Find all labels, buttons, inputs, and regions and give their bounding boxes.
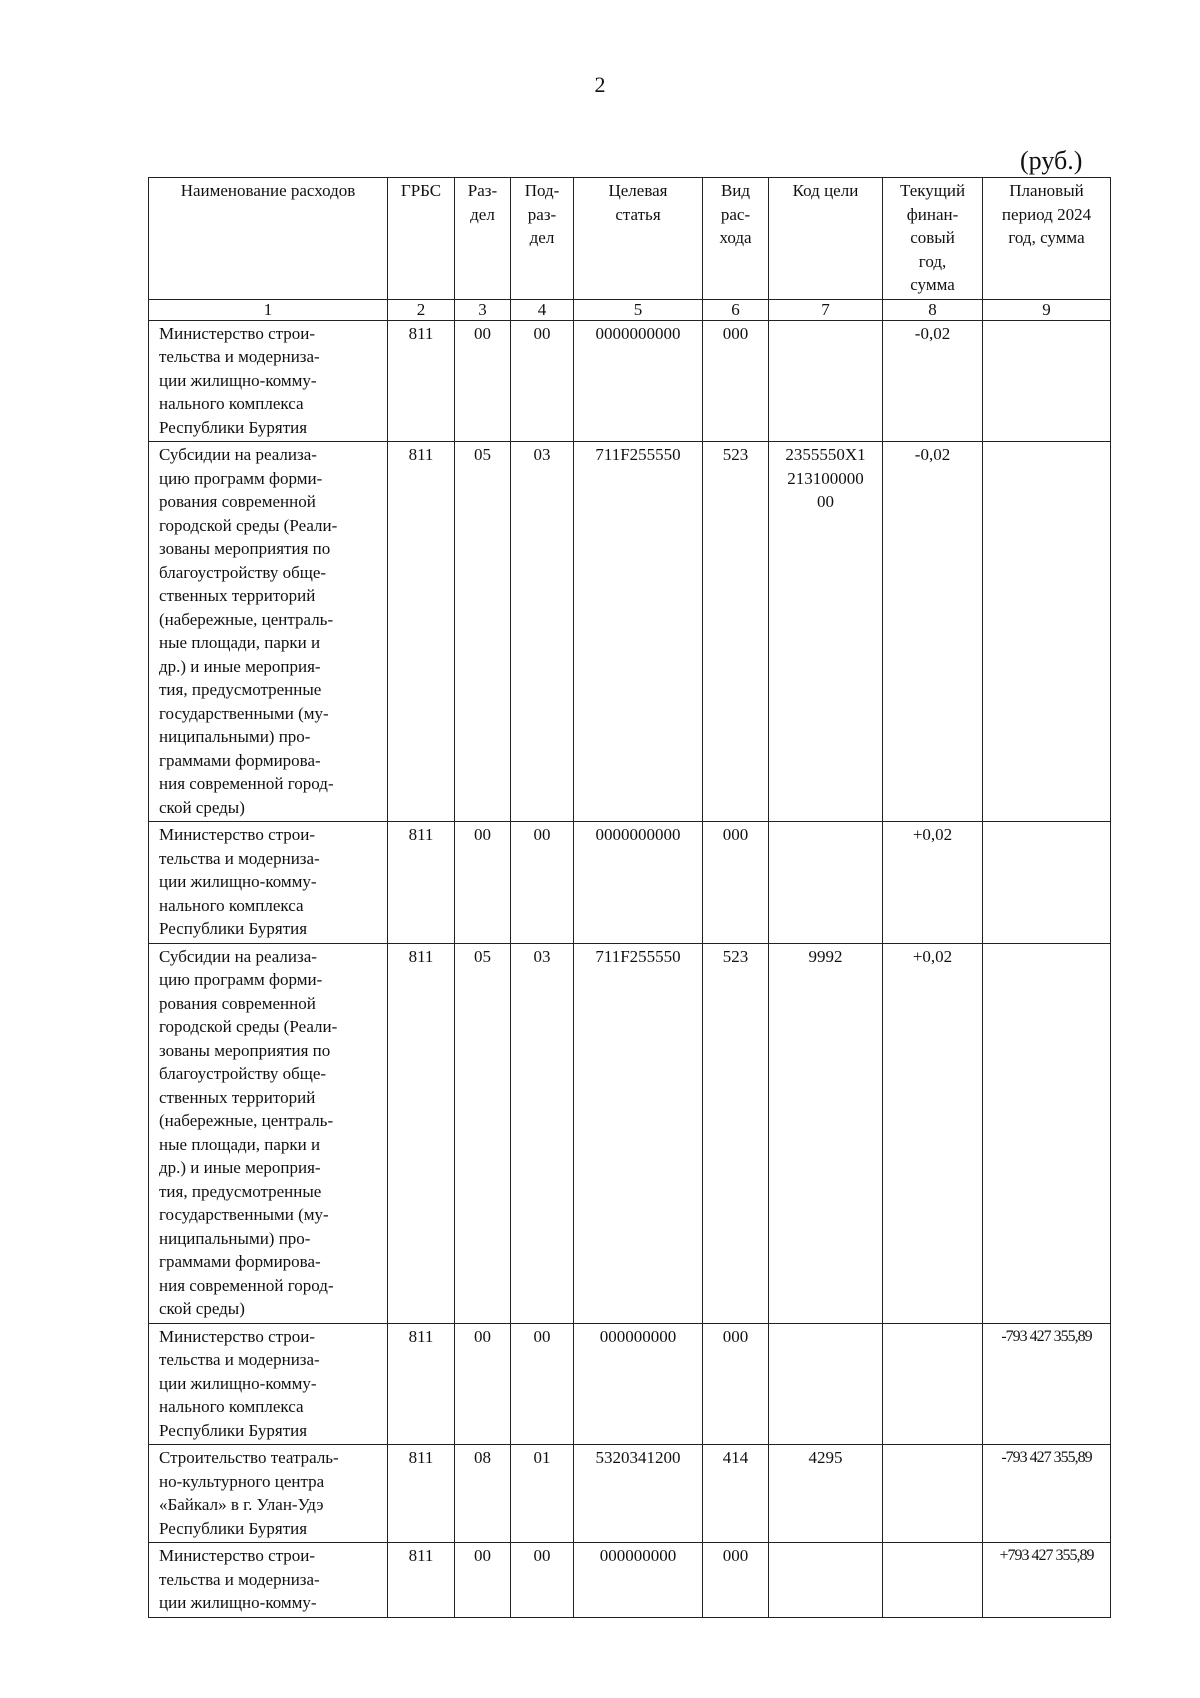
row-current-cell: +0,02	[883, 822, 983, 944]
row-kod-cell: 2355550X1 213100000 00	[769, 442, 883, 822]
row-kod-cell	[769, 320, 883, 442]
row-grbs-cell: 811	[388, 943, 455, 1323]
column-number: 3	[455, 299, 511, 320]
header-cell-target: Целевая статья	[574, 178, 703, 300]
column-number-row	[149, 299, 1111, 320]
row-name-cell: Министерство строи- тельства и модерниза- ции жилищно-комму- нального комплекса Республики Бурятия	[149, 822, 388, 944]
row-kod-cell: 9992	[769, 943, 883, 1323]
row-kod-cell	[769, 1543, 883, 1618]
column-number: 4	[511, 299, 574, 320]
row-grbs-cell: 811	[388, 1543, 455, 1618]
row-name-cell: Строительство театраль- но-культурного центра «Байкал» в г. Улан-Удэ Республики Бурятия	[149, 1445, 388, 1543]
row-name-cell: Министерство строи- тельства и модерниза- ции жилищно-комму-	[149, 1543, 388, 1618]
header-cell-podrazdel: Под- раз- дел	[511, 178, 574, 300]
row-razdel-cell: 00	[455, 320, 511, 442]
header-cell-current: Текущий финан- совый год, сумма	[883, 178, 983, 300]
table-row	[149, 320, 1111, 442]
row-kod-cell: 4295	[769, 1445, 883, 1543]
column-number: 7	[769, 299, 883, 320]
row-vid-cell: 414	[703, 1445, 769, 1543]
row-planned-cell	[983, 943, 1111, 1323]
row-razdel-cell: 00	[455, 1543, 511, 1618]
page-number: 2	[594, 72, 606, 97]
row-vid-cell: 523	[703, 442, 769, 822]
header-cell-razdel: Раз- дел	[455, 178, 511, 300]
header-cell-name: Наименование расходов	[149, 178, 388, 300]
row-vid-cell: 000	[703, 1323, 769, 1445]
header-cell-grbs: ГРБС	[388, 178, 455, 300]
header-row	[149, 178, 1111, 300]
row-grbs-cell: 811	[388, 442, 455, 822]
row-podrazdel-cell: 00	[511, 1543, 574, 1618]
row-grbs-cell: 811	[388, 1323, 455, 1445]
row-razdel-cell: 00	[455, 1323, 511, 1445]
row-current-cell: +0,02	[883, 943, 983, 1323]
row-current-cell	[883, 1543, 983, 1618]
column-number: 1	[149, 299, 388, 320]
row-planned-cell: +793 427 355,89	[983, 1543, 1111, 1618]
table-row	[149, 1323, 1111, 1445]
header-cell-planned: Плановый период 2024 год, сумма	[983, 178, 1111, 300]
row-name-cell: Субсидии на реализа- цию программ форми- рования современной городской среды (Реали- зованы мероприятия по благоустройству обще- ственных территорий (набережные, централь- ные площади, парки и др.) и иные мероприя- тия, предусмотренные государственными (му- ниципальными) про- граммами формирова- ния современной город- ской среды)	[149, 943, 388, 1323]
row-razdel-cell: 08	[455, 1445, 511, 1543]
row-target-cell: 5320341200	[574, 1445, 703, 1543]
table-row	[149, 442, 1111, 822]
row-razdel-cell: 05	[455, 442, 511, 822]
row-vid-cell: 000	[703, 1543, 769, 1618]
units-label: (руб.)	[1020, 146, 1083, 175]
row-razdel-cell: 05	[455, 943, 511, 1323]
row-grbs-cell: 811	[388, 822, 455, 944]
row-podrazdel-cell: 03	[511, 943, 574, 1323]
row-podrazdel-cell: 00	[511, 1323, 574, 1445]
row-name-cell: Министерство строи- тельства и модерниза- ции жилищно-комму- нального комплекса Республики Бурятия	[149, 1323, 388, 1445]
row-name-cell: Субсидии на реализа- цию программ форми- рования современной городской среды (Реали- зованы мероприятия по благоустройству обще- ственных территорий (набережные, централь- ные площади, парки и др.) и иные мероприя- тия, предусмотренные государственными (му- ниципальными) про- граммами формирова- ния современной город- ской среды)	[149, 442, 388, 822]
row-razdel-cell: 00	[455, 822, 511, 944]
row-current-cell	[883, 1445, 983, 1543]
column-number: 5	[574, 299, 703, 320]
row-planned-cell	[983, 320, 1111, 442]
row-planned-cell: -793 427 355,89	[983, 1323, 1111, 1445]
row-target-cell: 711F255550	[574, 943, 703, 1323]
column-number: 9	[983, 299, 1111, 320]
row-vid-cell: 523	[703, 943, 769, 1323]
row-name-cell: Министерство строи- тельства и модерниза- ции жилищно-комму- нального комплекса Республики Бурятия	[149, 320, 388, 442]
budget-table	[148, 177, 1111, 1618]
column-number: 6	[703, 299, 769, 320]
row-podrazdel-cell: 03	[511, 442, 574, 822]
row-current-cell	[883, 1323, 983, 1445]
row-target-cell: 000000000	[574, 1323, 703, 1445]
row-grbs-cell: 811	[388, 1445, 455, 1543]
table-row	[149, 943, 1111, 1323]
table-body	[149, 178, 1111, 1618]
row-kod-cell	[769, 822, 883, 944]
row-current-cell: -0,02	[883, 442, 983, 822]
table-row	[149, 1543, 1111, 1618]
row-target-cell: 0000000000	[574, 320, 703, 442]
row-kod-cell	[769, 1323, 883, 1445]
row-current-cell: -0,02	[883, 320, 983, 442]
row-vid-cell: 000	[703, 822, 769, 944]
row-podrazdel-cell: 00	[511, 822, 574, 944]
header-cell-vid: Вид рас- хода	[703, 178, 769, 300]
row-grbs-cell: 811	[388, 320, 455, 442]
row-podrazdel-cell: 01	[511, 1445, 574, 1543]
row-vid-cell: 000	[703, 320, 769, 442]
row-target-cell: 711F255550	[574, 442, 703, 822]
row-planned-cell	[983, 822, 1111, 944]
row-podrazdel-cell: 00	[511, 320, 574, 442]
column-number: 8	[883, 299, 983, 320]
header-cell-kod: Код цели	[769, 178, 883, 300]
row-target-cell: 0000000000	[574, 822, 703, 944]
row-planned-cell	[983, 442, 1111, 822]
column-number: 2	[388, 299, 455, 320]
row-planned-cell: -793 427 355,89	[983, 1445, 1111, 1543]
table-row	[149, 822, 1111, 944]
row-target-cell: 000000000	[574, 1543, 703, 1618]
table-row	[149, 1445, 1111, 1543]
